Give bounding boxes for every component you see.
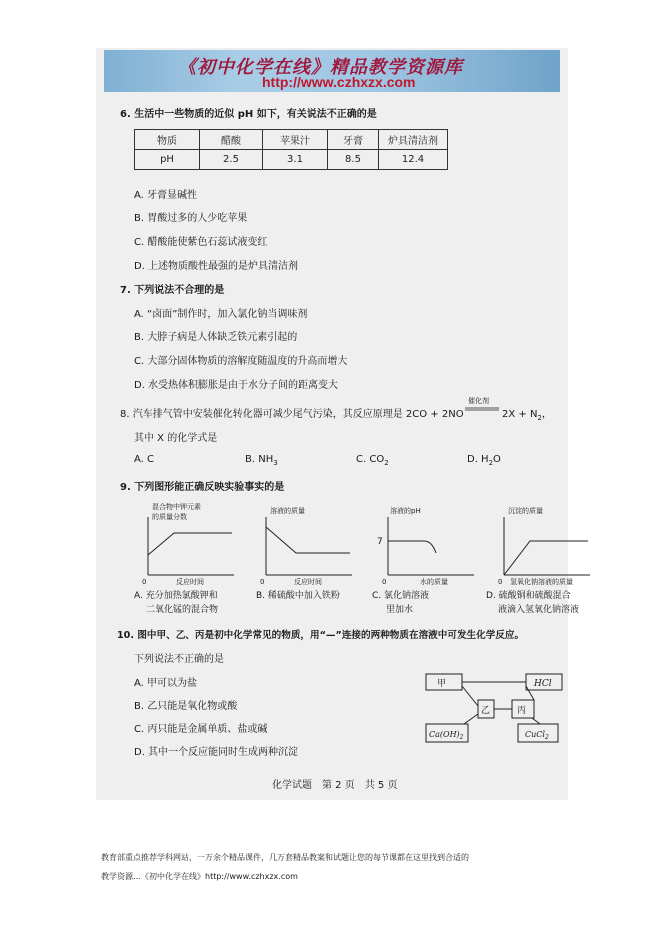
q8-option-d-text: D. H — [467, 454, 489, 465]
table-cell: pH — [135, 150, 200, 170]
table-cell: 8.5 — [328, 150, 379, 170]
label-cucl2-text: CuCl — [525, 730, 545, 739]
table-cell: 牙膏 — [328, 130, 379, 150]
link — [532, 718, 540, 724]
chart-a — [134, 497, 244, 587]
chart-c-caption-1: C. 氯化钠溶液 — [372, 591, 430, 601]
q10-stem: 10. 图中甲、乙、丙是初中化学常见的物质，用“—”连接的两种物质在溶液中可发生化学反应。 — [117, 630, 525, 641]
chart-b-caption-1: B. 稀硫酸中加入铁粉 — [256, 591, 340, 601]
curve — [148, 533, 232, 555]
label-cucl2-sub: 2 — [544, 734, 549, 741]
chart-d — [490, 497, 602, 587]
footer-line-1: 教育部重点推荐学科网站，一万余个精品课件，几万套精品教案和试题让您的每节课都在这里找到合适的 — [101, 853, 469, 862]
q10-option-d: D. 其中一个反应能同时生成两种沉淀 — [134, 747, 299, 758]
q8-option-c-text: C. CO — [356, 454, 385, 465]
x-label: 水的质量 — [420, 578, 448, 586]
chart-a-svg — [134, 497, 244, 587]
banner-title: 《初中化学在线》精品教学资源库 — [178, 57, 463, 78]
q10-stem-2: 下列说法不正确的是 — [134, 654, 224, 665]
q8-option-c-sub: 2 — [384, 459, 389, 467]
curve — [504, 541, 588, 575]
chart-c-svg — [374, 497, 484, 587]
page-number: 化学试题 第 2 页 共 5 页 — [272, 780, 398, 791]
site-banner — [104, 50, 560, 92]
q8-option-b-sub: 3 — [273, 459, 278, 467]
q7-stem: 7. 下列说法不合理的是 — [120, 285, 225, 296]
reaction-diagram — [424, 672, 564, 772]
label-hcl: HCl — [534, 679, 552, 689]
table-cell: 12.4 — [379, 150, 448, 170]
table-cell: 苹果汁 — [263, 130, 328, 150]
q8-option-a: A. C — [134, 454, 155, 465]
q8-stem-a: 8. 汽车排气管中安装催化转化器可减少尾气污染，其反应原理是 2CO + 2NO — [120, 409, 464, 420]
x-label: 反应时间 — [176, 578, 204, 586]
reaction-diagram-svg — [424, 672, 564, 772]
origin-label: 0 — [382, 578, 387, 586]
table-cell: 物质 — [135, 130, 200, 150]
y-label-1: 溶液的质量 — [270, 507, 305, 515]
chart-d-caption-2: 液滴入氢氧化钠溶液 — [498, 605, 580, 615]
q9-stem: 9. 下列图形能正确反映实验事实的是 — [120, 482, 285, 493]
label-yi: 乙 — [481, 706, 491, 716]
q8-stem-line2: 其中 X 的化学式是 — [134, 433, 218, 444]
reaction-arrow — [465, 407, 499, 411]
q8-stem — [120, 405, 464, 420]
chart-c — [374, 497, 484, 587]
ph-table — [134, 129, 448, 170]
q8-option-d-tail: O — [493, 454, 501, 465]
y-label-1: 沉淀的质量 — [508, 507, 543, 515]
curve — [266, 527, 350, 553]
origin-label: 0 — [498, 578, 503, 586]
table-cell: 2.5 — [200, 150, 263, 170]
q8-catalyst-label: 催化剂 — [468, 397, 489, 405]
chart-c-caption-2: 里加水 — [386, 605, 414, 615]
chart-a-caption-1: A. 充分加热氯酸钾和 — [134, 591, 218, 601]
link — [464, 714, 478, 724]
ph-table-row — [135, 150, 448, 170]
ph-table-header — [135, 130, 448, 150]
y-tick-7: 7 — [377, 537, 383, 547]
q6-option-a: A. 牙膏显碱性 — [134, 190, 198, 201]
q7-option-a: A. “卤面”制作时，加入氯化钠当调味剂 — [134, 309, 308, 320]
q7-option-c: C. 大部分固体物质的溶解度随温度的升高而增大 — [134, 356, 348, 367]
label-caoh2 — [429, 730, 464, 741]
q10-option-c: C. 丙只能是金属单质、盐或碱 — [134, 724, 268, 735]
link — [462, 686, 478, 706]
link — [526, 686, 534, 700]
q8-option-d — [467, 454, 501, 467]
y-label-2: 的质量分数 — [152, 513, 187, 521]
q8-option-d-sub: 2 — [488, 459, 494, 467]
table-cell: 3.1 — [263, 150, 328, 170]
q6-option-b: B. 胃酸过多的人少吃苹果 — [134, 213, 248, 224]
y-label-1: 混合物中钾元素 — [152, 503, 201, 511]
q10-option-a: A. 甲可以为盐 — [134, 678, 198, 689]
q6-option-d: D. 上述物质酸性最强的是炉具清洁剂 — [134, 261, 299, 272]
q8-product-tail: ， — [541, 409, 552, 420]
q8-option-b-text: B. NH — [245, 454, 274, 465]
label-caoh2-text: Ca(OH) — [429, 730, 460, 739]
chart-b-svg — [252, 497, 362, 587]
q8-option-b — [245, 454, 278, 467]
q6-stem: 6. 生活中一些物质的近似 pH 如下，有关说法不正确的是 — [120, 109, 377, 120]
q8-option-c — [356, 454, 389, 467]
table-cell: 炉具清洁剂 — [379, 130, 448, 150]
x-label: 氢氧化钠溶液的质量 — [510, 578, 573, 586]
q8-product — [502, 405, 552, 422]
origin-label: 0 — [142, 578, 147, 586]
label-caoh2-sub: 2 — [459, 734, 464, 741]
q7-option-b: B. 大脖子病是人体缺乏铁元素引起的 — [134, 332, 298, 343]
chart-d-caption-1: D. 硫酸铜和硫酸混合 — [486, 591, 571, 601]
y-label-1: 溶液的pH — [390, 507, 421, 515]
q10-option-b: B. 乙只能是氧化物或酸 — [134, 701, 238, 712]
q6-option-c: C. 醋酸能使紫色石蕊试液变红 — [134, 237, 268, 248]
label-jia: 甲 — [437, 679, 447, 689]
label-cucl2 — [525, 730, 549, 741]
origin-label: 0 — [260, 578, 265, 586]
footer-line-2: 教学资源…《初中化学在线》http://www.czhxzx.com — [101, 872, 298, 881]
banner-url: http://www.czhxzx.com — [262, 74, 416, 90]
table-cell: 醋酸 — [200, 130, 263, 150]
x-label: 反应时间 — [294, 578, 322, 586]
chart-d-svg — [490, 497, 602, 587]
label-bing: 丙 — [517, 706, 527, 716]
q7-option-d: D. 水受热体积膨胀是由于水分子间的距离变大 — [134, 380, 339, 391]
chart-b — [252, 497, 362, 587]
q8-product-text: 2X + N — [502, 409, 538, 420]
curve — [388, 541, 436, 553]
chart-a-caption-2: 二氧化锰的混合物 — [146, 605, 219, 615]
q8-product-sub: 2 — [537, 414, 542, 422]
